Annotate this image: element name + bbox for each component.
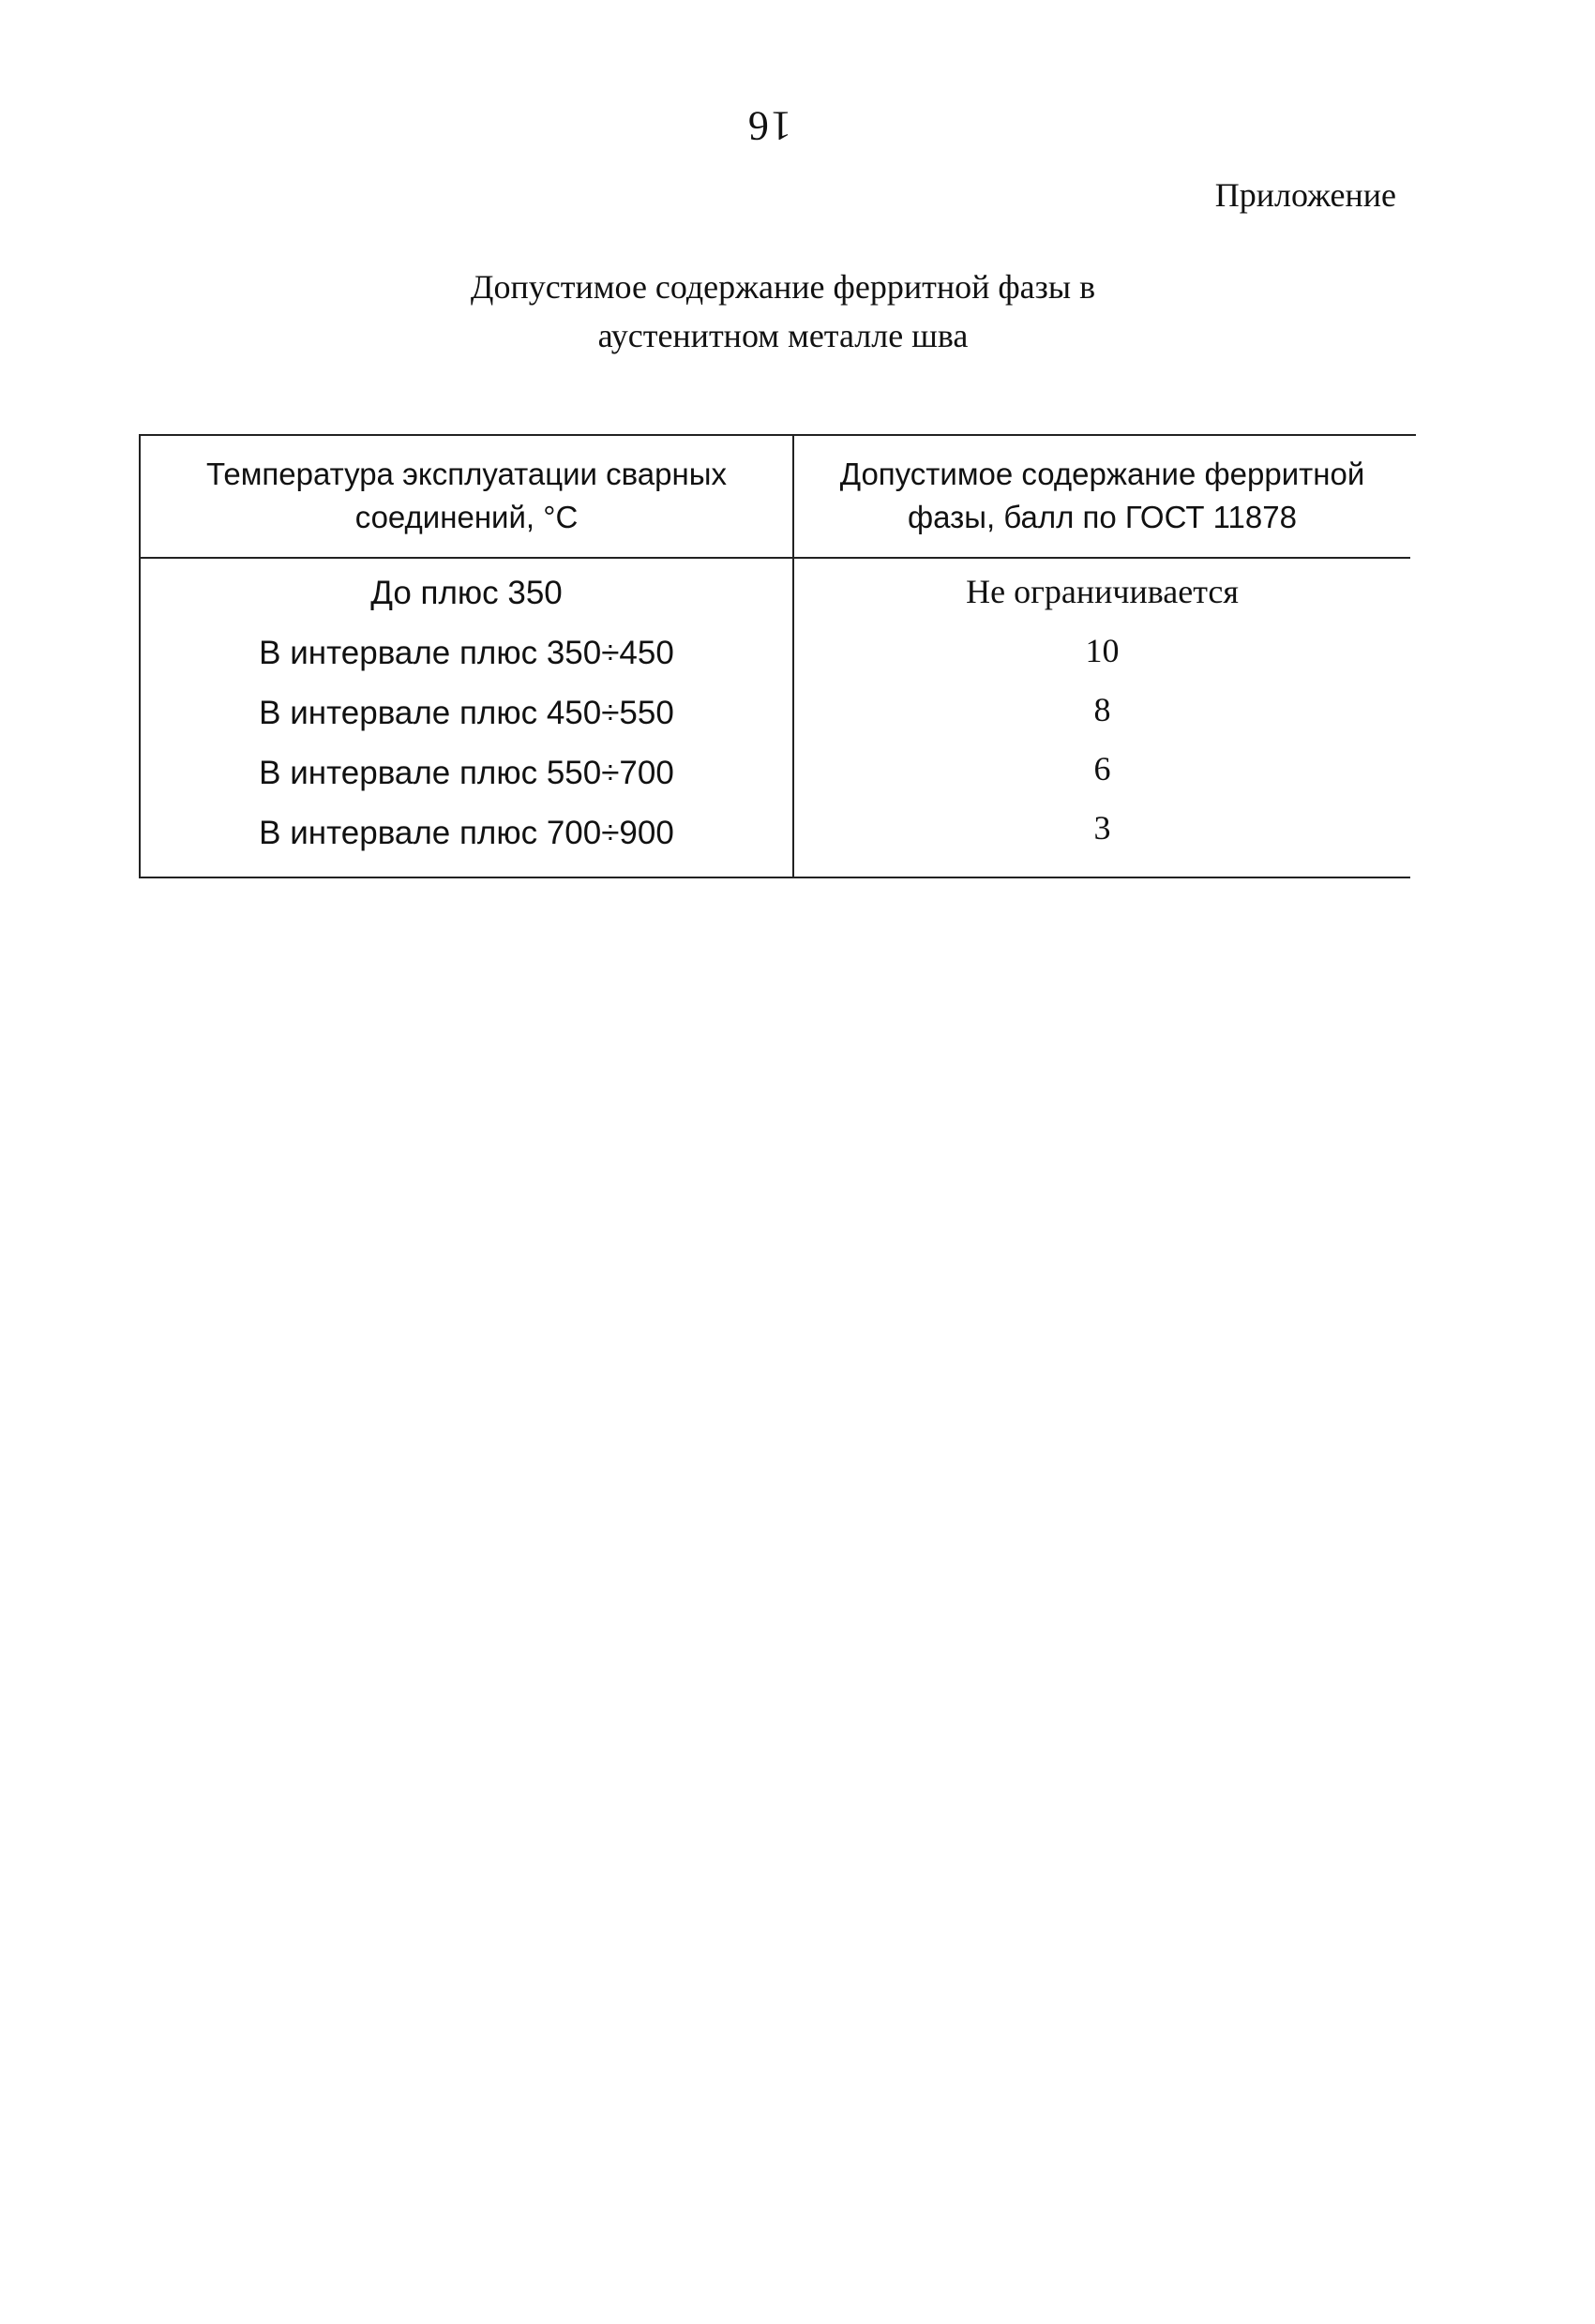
ferrite-cell: Не ограничивается bbox=[966, 573, 1239, 610]
ferrite-table bbox=[139, 434, 1410, 878]
temperature-cell: В интервале плюс 350÷450 bbox=[259, 635, 674, 671]
title-line-1: Допустимое содержание ферритной фазы в bbox=[470, 268, 1096, 306]
table-top-border bbox=[139, 434, 1416, 436]
ferrite-cell: 8 bbox=[1093, 691, 1111, 728]
appendix-label: Приложение bbox=[1214, 176, 1396, 214]
temperature-cell: До плюс 350 bbox=[370, 575, 563, 611]
page-number: 16 bbox=[746, 103, 791, 149]
temperature-cell: В интервале плюс 700÷900 bbox=[259, 815, 674, 851]
temperature-cell: В интервале плюс 450÷550 bbox=[259, 695, 674, 731]
table-header-divider bbox=[139, 557, 1410, 559]
temperature-column bbox=[141, 573, 792, 873]
temperature-cell: В интервале плюс 550÷700 bbox=[259, 755, 674, 791]
table-bottom-border bbox=[139, 877, 1410, 878]
ferrite-cell: 10 bbox=[1085, 632, 1120, 669]
document-title bbox=[356, 262, 1210, 360]
header-ferrite-content: Допустимое содержание ферритной фазы, балл по ГОСТ 11878 bbox=[839, 457, 1365, 534]
header-temperature: Температура эксплуатации сварных соединений, °С bbox=[206, 457, 727, 534]
title-line-2: аустенитном металле шва bbox=[597, 317, 969, 354]
ferrite-cell: 6 bbox=[1093, 750, 1111, 787]
ferrite-column bbox=[794, 573, 1410, 868]
ferrite-cell: 3 bbox=[1093, 809, 1111, 847]
